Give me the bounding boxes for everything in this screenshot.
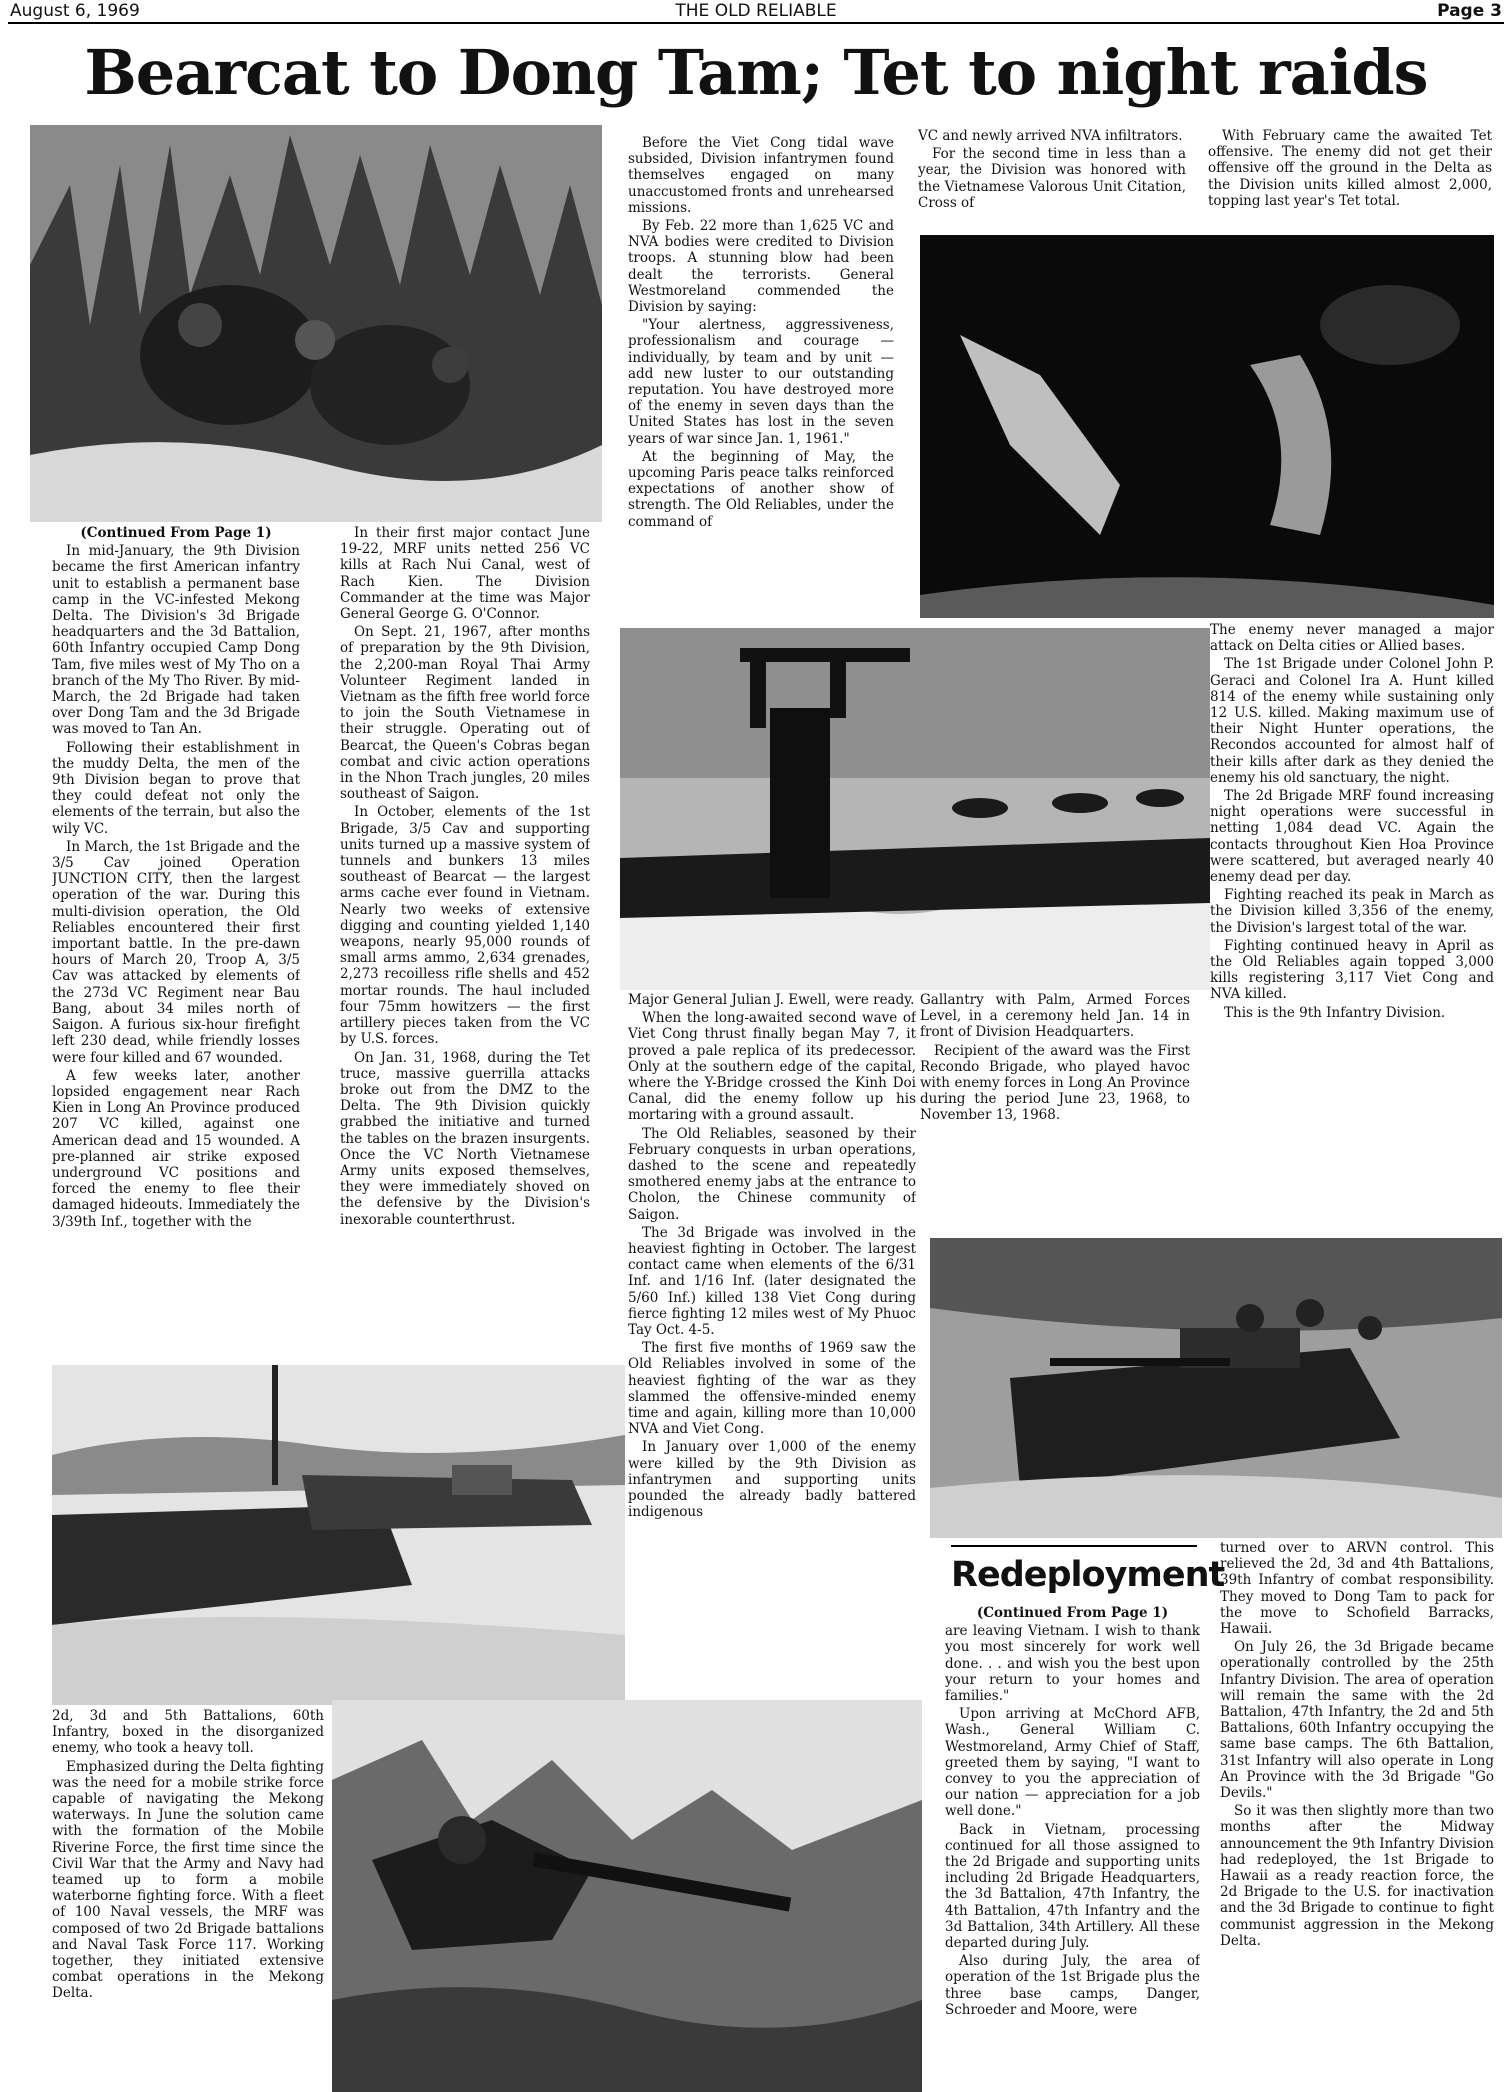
paragraph: Recipient of the award was the First Recondo Brigade, who played havoc with enemy forces in Long An Province during the period June 23, 1968, to November 13, 1968. bbox=[920, 1042, 1190, 1124]
paragraph: Before the Viet Cong tidal wave subsided, Division infantrymen found themselves engaged on many unaccustomed fronts and unrehearsed missions. bbox=[628, 135, 894, 216]
paragraph: Fighting reached its peak in March as the Division killed 3,356 of the enemy, the Division's largest total of the war. bbox=[1210, 887, 1494, 936]
article-column-1-bottom bbox=[52, 1708, 324, 2088]
photo-soldier-helicopters bbox=[620, 628, 1210, 990]
paragraph: The 1st Brigade under Colonel John P. Geraci and Colonel Ira A. Hunt killed 814 of the enemy while sustaining only 12 U.S. killed. Making maximum use of their Night Hunter operations, the Recondos accounted for almost half of their kills after dark as they denied the enemy his old sanctuary, the night. bbox=[1210, 656, 1494, 786]
headline: Bearcat to Dong Tam; Tet to night raids bbox=[84, 36, 1428, 109]
paragraph: By Feb. 22 more than 1,625 VC and NVA bodies were credited to Division troops. A stunning blow had been dealt the terrorists. General Westmoreland commended the Division by saying: bbox=[628, 218, 894, 316]
paragraph: The first five months of 1969 saw the Old Reliables involved in some of the heaviest fighting of the war as they slammed the offensive-minded enemy time and again, killing more than 10,000 NVA and Viet Cong. bbox=[628, 1340, 916, 1438]
paragraph: Also during July, the area of operation of the 1st Brigade plus the three base camps, Danger, Schroeder and Moore, were bbox=[945, 1953, 1200, 2018]
article-column-5-top bbox=[1208, 128, 1492, 233]
paragraph: Following their establishment in the muddy Delta, the men of the 9th Division began to prove that they could defeat not only the elements of the terrain, but also the wily VC. bbox=[52, 739, 300, 837]
paragraph: This is the 9th Infantry Division. bbox=[1224, 1004, 1446, 1021]
paragraph: In their first major contact June 19-22, MRF units netted 256 VC kills at Rach Nui Canal, west of Rach Kien. The Division Commander at the time was Major General George G. O'Connor. bbox=[340, 525, 590, 623]
paragraph: are leaving Vietnam. I wish to thank you most sincerely for work well done. . . and wish you the best upon your return to your homes and families." bbox=[945, 1623, 1200, 1705]
photo-machine-gunner bbox=[332, 1700, 922, 2092]
photo-armored-vehicles bbox=[930, 1238, 1502, 1538]
article-column-1 bbox=[52, 525, 300, 1370]
paragraph: So it was then slightly more than two months after the Midway announcement the 9th Infantry Division had redeployed, the 1st Brigade to Hawaii as a ready reaction force, the 2d Brigade to the U.S. for inactivation and the 3d Brigade to continue to fight communist aggression in the Mekong Delta. bbox=[1220, 1803, 1494, 1949]
paragraph: The 3d Brigade was involved in the heaviest fighting in October. The largest contact came when elements of the 6/31 Inf. and 1/16 Inf. (later designated the 5/60 Inf.) killed 138 Viet Cong during fierce fighting 12 miles west of My Phuoc Tay Oct. 4-5. bbox=[628, 1224, 916, 1339]
paragraph: Major General Julian J. Ewell, were ready. bbox=[628, 992, 915, 1008]
paragraph: On Sept. 21, 1967, after months of preparation by the 9th Division, the 2,200-man Royal Thai Army Volunteer Regiment landed in Vietnam as the fifth free world force to join the South Vietnamese in their struggle. Operating out of Bearcat, the Queen's Cobras began combat and civic action operations in the Nhon Trach jungles, 20 miles southeast of Saigon. bbox=[340, 624, 590, 803]
paragraph: 2d, 3d and 5th Battalions, 60th Infantry, boxed in the disorganized enemy, who took a heavy toll. bbox=[52, 1708, 324, 1757]
article-column-3-mid bbox=[628, 992, 916, 1682]
article-column-5-mid bbox=[1210, 622, 1494, 1234]
article-column-5-bottom bbox=[1220, 1540, 1494, 2088]
photo-night-river bbox=[920, 235, 1494, 618]
paragraph: "Your alertness, aggressiveness, professionalism and courage — individually, by team and by unit — add new luster to our outstanding reputation. You have destroyed more of the enemy in seven days than the United States has lost in the seven years of war since Jan. 1, 1961." bbox=[628, 317, 894, 447]
page-number: Page 3 bbox=[1437, 1, 1502, 21]
paragraph: A few weeks later, another lopsided engagement near Rach Kien in Long An Province produced 207 VC killed, against one American dead and 15 wounded. A pre-planned air strike exposed underground VC positions and forced the enemy to flee their damaged hideouts. Immediately the 3/39th Inf., together with the bbox=[52, 1067, 300, 1230]
paragraph: Upon arriving at McChord AFB, Wash., General William C. Westmoreland, Army Chief of Staff, greeted them by saying, "I want to convey to you the appreciation of our nation — appreciation for a job well done." bbox=[945, 1706, 1200, 1820]
article-column-4-mid bbox=[920, 992, 1190, 1192]
paragraph: On July 26, the 3d Brigade became operationally controlled by the 25th Infantry Division. The area of operation will remain the same with the 2d Battalion, 47th Infantry, the 2d and 5th Battalions, 60th Infantry occupying the same base camps. The 6th Battalion, 31st Infantry will also operate in Long An Province with the 3d Brigade "Go Devils." bbox=[1220, 1639, 1494, 1802]
header-rule bbox=[8, 22, 1504, 24]
article-column-4-bottom bbox=[945, 1605, 1200, 2090]
article-column-4-top bbox=[918, 128, 1186, 233]
photo-riverine-boats bbox=[52, 1365, 625, 1705]
redeployment-heading: Redeployment bbox=[951, 1555, 1225, 1595]
page-header bbox=[10, 0, 1502, 22]
paragraph: On Jan. 31, 1968, during the Tet truce, massive guerrilla attacks broke out from the DMZ to the Delta. The 9th Division quickly grabbed the initiative and turned the tables on the brazen insurgents. Once the VC North Vietnamese Army units exposed themselves, they were immediately shoved on the defensive by the Division's inexorable counterthrust. bbox=[340, 1049, 590, 1228]
paragraph: In January over 1,000 of the enemy were killed by the 9th Division as infantrymen and supporting units pounded the already badly battered indigenous bbox=[628, 1439, 916, 1521]
paragraph: Back in Vietnam, processing continued for all those assigned to the 2d Brigade and supporting units including 2d Brigade Headquarters, the 3d Battalion, 47th Infantry, the 4th Battalion, 47th Infantry and the 3d Battalion, 34th Artillery. All these departed during July. bbox=[945, 1821, 1200, 1952]
newspaper-name: THE OLD RELIABLE bbox=[675, 1, 837, 21]
article-column-3-top bbox=[628, 135, 894, 625]
paragraph: The 2d Brigade MRF found increasing night operations were successful in netting 1,084 dead VC. Again the contacts throughout Kien Hoa Province were scattered, but averaged nearly 40 enemy dead per day. bbox=[1210, 788, 1494, 886]
paragraph: Gallantry with Palm, Armed Forces Level, in a ceremony held Jan. 14 in front of Division Headquarters. bbox=[920, 992, 1190, 1041]
paragraph: Fighting continued heavy in April as the Old Reliables again topped 3,000 kills registering 3,117 Viet Cong and NVA killed. bbox=[1210, 937, 1494, 1003]
paragraph: turned over to ARVN control. This relieved the 2d, 3d and 4th Battalions, 39th Infantry of combat responsibility. They moved to Dong Tam to pack for the move to Schofield Barracks, Hawaii. bbox=[1220, 1540, 1494, 1638]
article-column-2 bbox=[340, 525, 590, 1325]
issue-date: August 6, 1969 bbox=[10, 1, 140, 21]
paragraph: For the second time in less than a year, the Division was honored with the Vietnamese Valorous Unit Citation, Cross of bbox=[918, 146, 1186, 211]
continued-label: (Continued From Page 1) bbox=[976, 1605, 1169, 1621]
paragraph: The Old Reliables, seasoned by their February conquests in urban operations, dashed to the scene and repeatedly smothered enemy jabs at the entrance to Cholon, the Chinese community of Saigon. bbox=[628, 1125, 916, 1223]
paragraph: VC and newly arrived NVA infiltrators. bbox=[918, 128, 1183, 144]
paragraph: The enemy never managed a major attack on Delta cities or Allied bases. bbox=[1210, 622, 1494, 655]
paragraph: With February came the awaited Tet offensive. The enemy did not get their offensive off the ground in the Delta as the Division units killed almost 2,000, topping last year's Tet total. bbox=[1208, 128, 1492, 209]
paragraph: Emphasized during the Delta fighting was the need for a mobile strike force capable of navigating the Mekong waterways. In June the solution came with the formation of the Mobile Riverine Force, the first time since the Civil War that the Army and Navy had teamed up to form a mobile waterborne fighting force. With a fleet of 100 Naval vessels, the MRF was composed of two 2d Brigade battalions and Naval Task Force 117. Working together, they initiated extensive combat operations in the Mekong Delta. bbox=[52, 1758, 324, 2002]
paragraph: In mid-January, the 9th Division became the first American infantry unit to establish a permanent base camp in the VC-infested Mekong Delta. The Division's 3d Brigade headquarters and the 3d Battalion, 60th Infantry occupied Camp Dong Tam, five miles west of My Tho on a branch of the My Tho River. By mid-March, the 2d Brigade had taken over Dong Tam and the 3d Brigade was moved to Tan An. bbox=[52, 543, 300, 738]
paragraph: In October, elements of the 1st Brigade, 3/5 Cav and supporting units turned up a massive system of tunnels and bunkers 13 miles southeast of Bearcat — the largest arms cache ever found in Vietnam. Nearly two weeks of extensive digging and counting yielded 1,140 weapons, nearly 95,000 rounds of small arms ammo, 2,634 grenades, 2,273 recoilless rifle shells and 452 mortar rounds. The haul included four 75mm howitzers — the first artillery pieces taken from the VC by U.S. forces. bbox=[340, 804, 590, 1048]
continued-label: (Continued From Page 1) bbox=[80, 525, 272, 541]
paragraph: In March, the 1st Brigade and the 3/5 Cav joined Operation JUNCTION CITY, then the largest operation of the war. During this multi-division operation, the Old Reliables encountered their first important battle. In the pre-dawn hours of March 20, Troop A, 3/5 Cav was attacked by elements of the 273d VC Regiment near Bau Bang, about 34 miles north of Saigon. A furious six-hour firefight left 230 dead, while friendly losses were four killed and 67 wounded. bbox=[52, 838, 300, 1066]
paragraph: When the long-awaited second wave of Viet Cong thrust finally began May 7, it proved a pale replica of its predecessor. Only at the southern edge of the capital, where the Y-Bridge crossed the Kinh Doi Canal, did the enemy follow up his mortaring with a ground assault. bbox=[628, 1010, 916, 1124]
photo-soldiers-in-grass bbox=[30, 125, 602, 522]
paragraph: At the beginning of May, the upcoming Paris peace talks reinforced expectations of another show of strength. The Old Reliables, under the command of bbox=[628, 448, 894, 530]
